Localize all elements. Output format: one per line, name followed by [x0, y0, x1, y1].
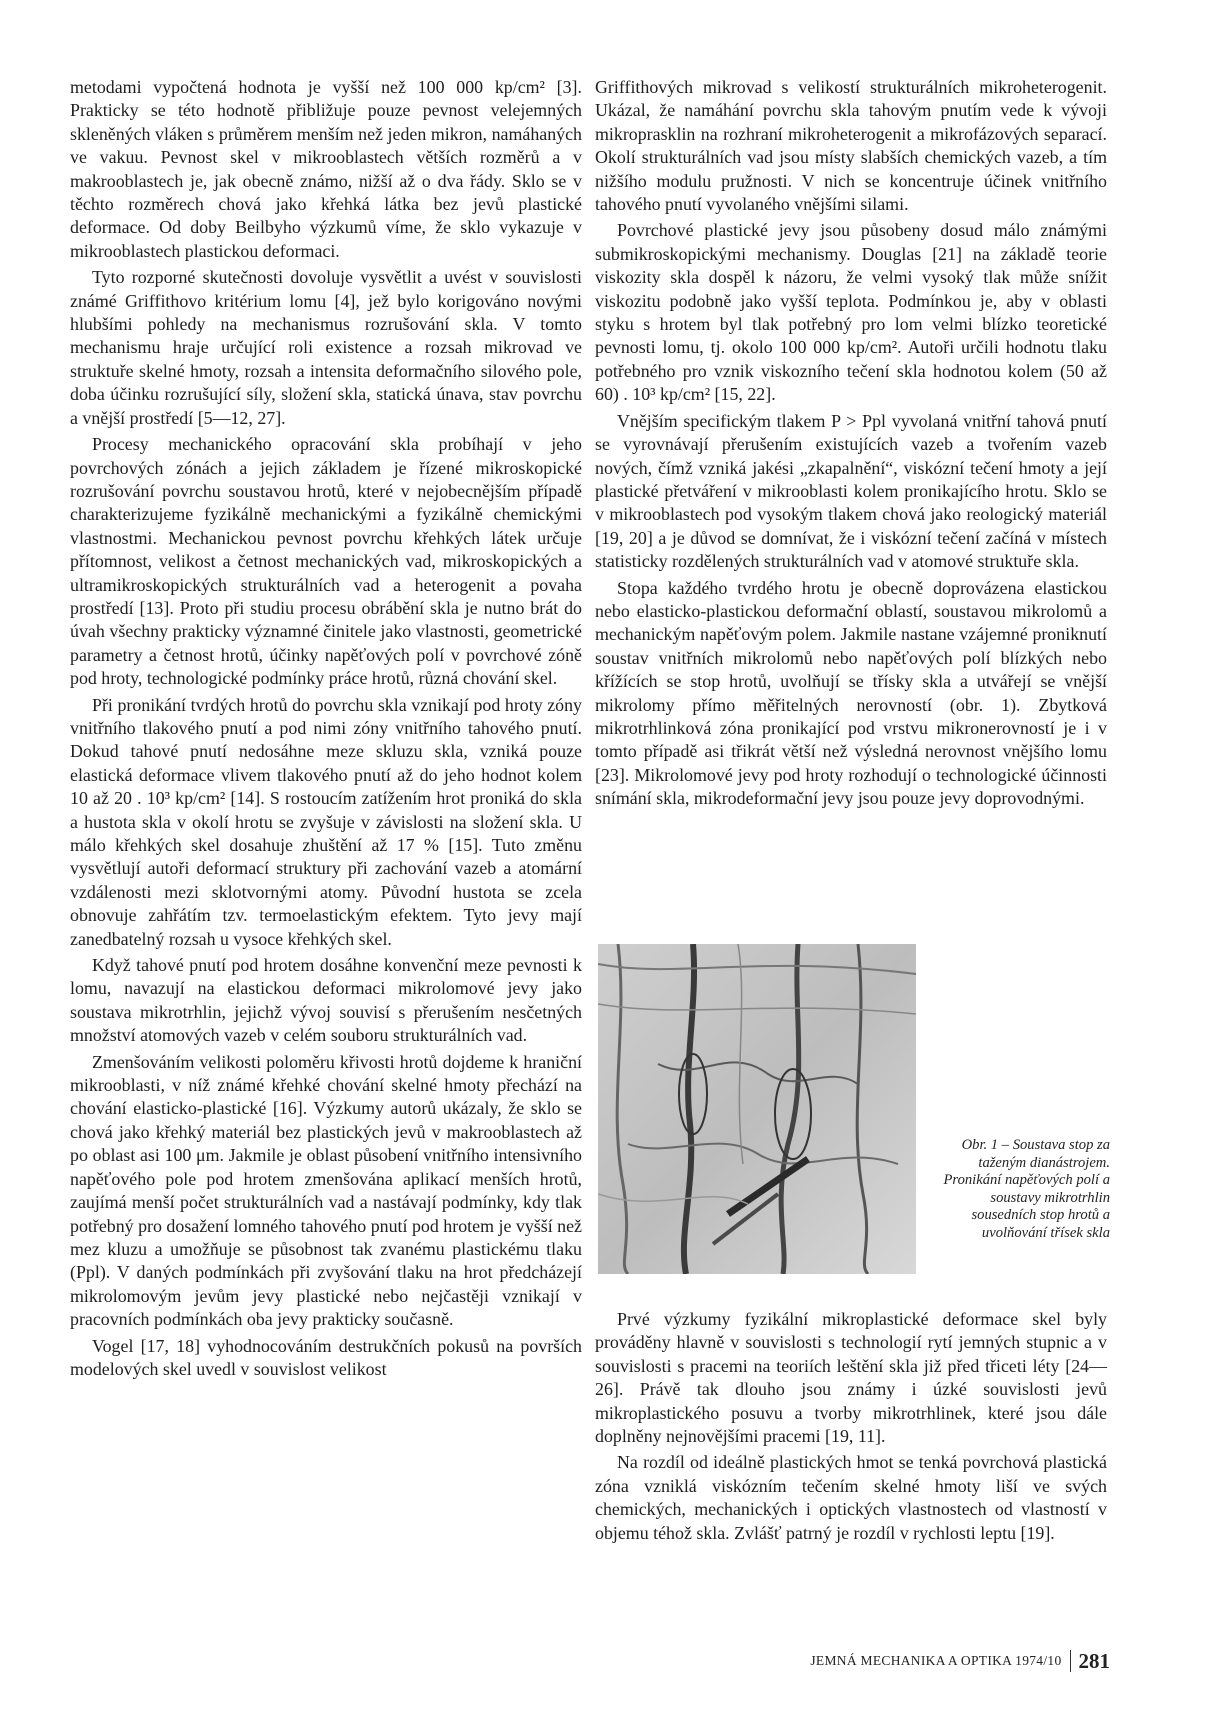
paragraph: Vnějším specifickým tlakem P > Ppl vyvolaná vnitřní tahová pnutí se vyrovnávají přerušením existujících vazeb a tvořením vazeb nových, čímž vzniká jakési „zkapalnění“, viskózní tečení hmoty a její plastické přetváření v mikrooblasti kolem pronikajícího hrotu. Sklo se v mikrooblastech pod vysokým tlakem chová jako reologický materiál [19, 20] a je důvod se domnívat, že i viskózní tečení začíná v místech statisticky rozdělených strukturálních vad v atomové struktuře skla. — [595, 410, 1107, 572]
paragraph: Povrchové plastické jevy jsou působeny dosud málo známými submikroskopickými mechanismy. Douglas [21] na základě teorie viskozity skla dospěl k názoru, že velmi vysoký tlak může snížit viskozitu podobně jako vyšší teplota. Podmínkou je, aby v oblasti styku s hrotem byl tlak potřebný pro lom velmi blízko teoretické pevnosti lomu, tj. okolo 100 000 kp/cm². Autoři určili hodnotu tlaku potřebného pro vznik viskozního tečení skla hodnotou kolem (50 až 60) . 10³ kp/cm² [15, 22]. — [595, 220, 1107, 405]
footer-divider — [1070, 1650, 1071, 1672]
paragraph: Procesy mechanického opracování skla probíhají v jeho povrchových zónách a jejich základem je řízené mikroskopické rozrušování povrchu soustavou hrotů, které v nejobecnějším případě charakterizujeme fyzikálně mechanickými a fyzikálně chemickými vlastnostmi. Mechanickou pevnost povrchu křehkých látek určuje přítomnost, velikost a četnost mechanických vad, mikroskopických a ultramikroskopických strukturálních vad a heterogenit a povaha prostředí [13]. Proto při studiu procesu obrábění skla je nutno brát do úvah všechny prakticky významné činitele jako vlastnosti, geometrické parametry a četnost hrotů, účinky napěťových polí v povrchové zóně pod hroty, technologické podmínky práce hrotů, různá chování skel. — [70, 434, 582, 689]
paragraph: metodami vypočtená hodnota je vyšší než 100 000 kp/cm² [3]. Prakticky se této hodnotě přibližuje pouze pevnost velejemných skleněných vláken s průměrem menším než jeden mikron, namáhaných ve vakuu. Pevnost skel v mikrooblastech větších rozměrů a v makrooblastech je, jak obecně známo, nižší až o dva řády. Sklo se v těchto rozměrech chová jako křehká látka bez jevů plastické deformace. Od doby Beilbyho výzkumů víme, že sklo vykazuje v mikrooblastech plastickou deformaci. — [70, 77, 582, 261]
paragraph: Tyto rozporné skutečnosti dovoluje vysvětlit a uvést v souvislosti známé Griffithovo kritérium lomu [4], jež bylo korigováno novými hlubšími pohledy na mechanismus rozrušování skla. V tomto mechanismu hraje určující roli existence a rozsah mikrovad ve struktuře skelné hmoty, rozsah a intensita deformačního silového pole, doba účinku rozrušující síly, složení skla, statická únava, stav povrchu a vnější prostředí [5—12, 27]. — [70, 267, 582, 428]
micrograph-image — [598, 944, 916, 1274]
micrograph-figure — [598, 944, 916, 1274]
paragraph: Když tahové pnutí pod hrotem dosáhne konvenční meze pevnosti k lomu, navazují na elastickou deformaci mikrolomové jevy jako soustava mikrotrhlin, jejichž vývoj souvisí s přerušením nesčetných množství atomových vazeb v celém souboru strukturálních vad. — [70, 955, 582, 1046]
paragraph: Stopa každého tvrdého hrotu je obecně doprovázena elastickou nebo elasticko-plastickou deformační oblastí, soustavou mikrolomů a mechanickým napěťovým polem. Jakmile nastane vzájemné proniknutí soustav vnitřních mikrolomů nebo napěťových polí blízkých nebo křížících se stop hrotů, uvolňují se třísky skla a utvářejí se vnější mikrolomy přímo měřitelných nerovností (obr. 1). Zbytková mikrotrhlinková zóna pronikající pod vrstvu mikronerovností je i v tomto případě asi třikrát větší než výsledná nerovnost vnějšího lomu [23]. Mikrolomové jevy pod hroty rozhodují o technologické účinnosti snímání skla, mikrodeformační jevy jsou pouze jevy doprovodnými. — [595, 577, 1107, 809]
paragraph: Prvé výzkumy fyzikální mikroplastické deformace skel byly prováděny hlavně v souvislosti s technologií rytí jemných stupnic a v souvislosti s pracemi na teoriích leštění skla již před třiceti léty [24—26]. Právě tak dlouho jsou známy i úzké souvislosti jevů mikroplastického posuvu a tvorby mikrotrhlinek, které jsou dále doplněny nejnovějšími pracemi [19, 11]. — [595, 1309, 1107, 1447]
paragraph: Griffithových mikrovad s velikostí strukturálních mikroheterogenit. Ukázal, že namáhání povrchu skla tahovým pnutím vede k vývoji mikroprasklin na rozhraní mikroheterogenit a mikrofázových separací. Okolí strukturálních vad jsou místy slabších chemických vazeb, a tím nižšího modulu pružnosti. V nich se koncentruje účinek vnitřního tahového pnutí vyvolaného vnějšími silami. — [595, 77, 1107, 215]
right-column-top — [595, 76, 1107, 814]
right-column-bottom — [595, 1308, 1107, 1548]
page-footer — [780, 1646, 1110, 1676]
page-number: 281 — [1078, 1648, 1110, 1673]
journal-title: JEMNÁ MECHANIKA A OPTIKA 1974/10 — [810, 1653, 1062, 1668]
paragraph: Vogel [17, 18] vyhodnocováním destrukčních pokusů na površích modelových skel uvedl v souvislost velikost — [70, 1335, 582, 1379]
figure-caption: Obr. 1 – Soustava stop za taženým dianástrojem. Pronikání napěťových polí a soustavy mikrotrhlin sousedních stop hrotů a uvolňování třísek skla — [943, 1137, 1110, 1241]
paragraph: Při pronikání tvrdých hrotů do povrchu skla vznikají pod hroty zóny vnitřního tlakového pnutí a pod nimi zóny vnitřního tahového pnutí. Dokud tahové pnutí nedosáhne meze skluzu skla, vzniká pouze elastická deformace vlivem tlakového pnutí až do jeho hodnot kolem 10 až 20 . 10³ kp/cm² [14]. S rostoucím zatížením hrot proniká do skla a hustota skla v okolí hrotu se zvyšuje v závislosti na složení skla. U málo křehkých skel dosahuje zhuštění až 17 % [15]. Tuto změnu vysvětlují autoři deformací struktury při zachování vazeb a atomární vzdálenosti mezi sklotvornými atomy. Původní hustota se zcela obnovuje zahřátím tzv. termoelastickým efektem. Tyto jevy mají zanedbatelný rozsah u vysoce křehkých skel. — [70, 694, 582, 949]
paragraph: Na rozdíl od ideálně plastických hmot se tenká povrchová plastická zóna vzniklá viskózním tečením skelné hmoty liší ve svých chemických, mechanických i optických vlastnostech od vlastností v objemu téhož skla. Zvlášť patrný je rozdíl v rychlosti leptu [19]. — [595, 1452, 1107, 1543]
left-column — [70, 76, 582, 1384]
paragraph: Zmenšováním velikosti poloměru křivosti hrotů dojdeme k hraniční mikrooblasti, v níž známé křehké chování skelné hmoty přechází na chování elasticko-plastické [16]. Výzkumy autorů ukázaly, že sklo se chová jako křehký materiál bez plastických jevů v makrooblastech až po oblast asi 100 μm. Jakmile je oblast působení vnitřního intensivního napěťového pole pod hrotem zmenšována aplikací menších hrotů, zaujímá menší počet strukturálních vad a nastávají podmínky, kdy tlak potřebný pro dosažení lomného tahového pnutí pod hrotem je vyšší než mez kluzu a umožňuje se působnost tak zvanému plastickému tlaku (Ppl). V daných podmínkách při zvyšování tlaku na hrot předcházejí mikrolomovým jevům jevy plastické nebo nejčastěji vznikají v pracovních podmínkách oba jevy prakticky současně. — [70, 1051, 582, 1330]
